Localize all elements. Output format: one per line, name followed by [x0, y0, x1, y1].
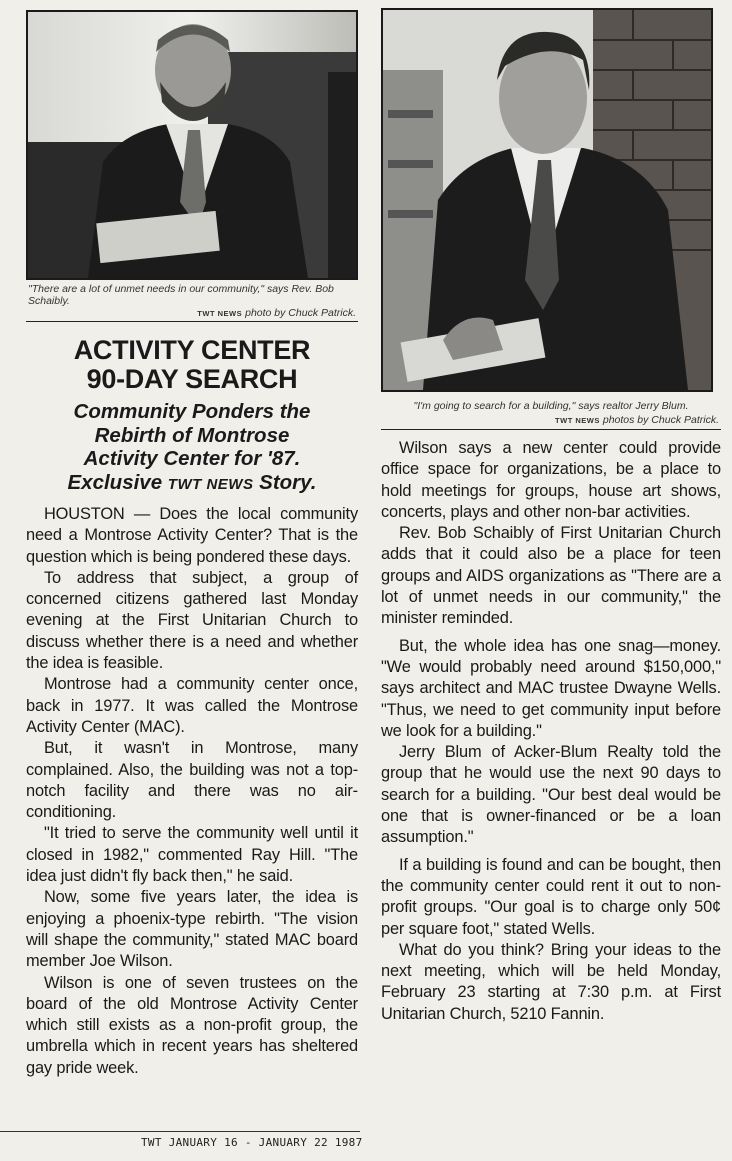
deck-story: Story.: [259, 470, 317, 494]
deck-line-3: Activity Center for '87.: [83, 447, 301, 470]
left-body-text: [26, 504, 358, 1079]
credit-org: TWT NEWS: [555, 416, 600, 425]
credit-text: photo by Chuck Patrick.: [245, 307, 356, 319]
article-deck: [26, 400, 358, 496]
paragraph: But, it wasn't in Montrose, many complained. Also, the building was not a top-notch facility and there was no air-conditioning.: [26, 739, 358, 822]
right-divider: [381, 429, 721, 430]
paragraph: Wilson is one of seven trustees on the board of the old Montrose Activity Center which still exists as a non-profit group, the umbrella which in recent years has sheltered gay pride week.: [26, 973, 358, 1077]
paragraph: But, the whole idea has one snag—money. "We would probably need around $150,000," says architect and MAC trustee Dwayne Wells. "Thus, we need to get community input before we look for a building.": [381, 636, 721, 740]
paragraph: Now, some five years later, the idea is enjoying a phoenix-type rebirth. "The vision will shape the community," stated MAC board member Joe Wilson.: [26, 888, 358, 971]
issue-date-footer: TWT JANUARY 16 - JANUARY 22 1987: [141, 1136, 363, 1149]
deck-exclusive: Exclusive: [67, 470, 163, 494]
article-headline: [26, 336, 358, 394]
photo-rev-bob-schaibly-image: [28, 12, 356, 278]
left-photo-caption: "There are a lot of unmet needs in our community," says Rev. Bob Schaibly.: [28, 283, 334, 307]
deck-line-1: Community Ponders the: [73, 400, 311, 423]
credit-org: TWT NEWS: [197, 309, 243, 318]
paragraph: "It tried to serve the community well until it closed in 1982," commented Ray Hill. "The idea just didn't fly back then," he said.: [26, 824, 358, 886]
paragraph: To address that subject, a group of concerned citizens gathered last Monday evening at the First Unitarian Church to discuss whether there is a need and whether the idea is feasible.: [26, 568, 358, 673]
paragraph: HOUSTON — Does the local community need a Montrose Activity Center? That is the question which is being pondered these days.: [26, 505, 358, 566]
photo-jerry-blum: [381, 8, 713, 392]
right-column: [381, 8, 721, 1025]
footer-rule: [0, 1131, 360, 1132]
credit-text: photos by Chuck Patrick.: [602, 414, 719, 426]
deck-org: TWT NEWS: [167, 475, 254, 493]
headline-line-1: ACTIVITY CENTER: [73, 335, 311, 365]
paragraph: If a building is found and can be bought, then the community center could rent it out to non-profit groups. "Our goal is to charge only 50¢ per square foot," stated Wells.: [381, 855, 721, 938]
paragraph: What do you think? Bring your ideas to the next meeting, which will be held Monday, February 23 starting at 7:30 p.m. at First Unitarian Church, 5210 Fannin.: [381, 940, 721, 1023]
right-photo-caption: "I'm going to search for a building," says realtor Jerry Blum.: [413, 400, 689, 412]
paragraph: Montrose had a community center once, back in 1977. It was called the Montrose Activity Center (MAC).: [26, 675, 358, 736]
photo-rev-bob-schaibly: [26, 10, 358, 280]
deck-line-2: Rebirth of Montrose: [94, 423, 290, 447]
right-body-text: [381, 438, 721, 1025]
paragraph: Rev. Bob Schaibly of First Unitarian Church adds that it could also be a place for teen groups and AIDS organizations as "There are a lot of unmet needs in our community," the minister reminded.: [381, 524, 721, 628]
headline-line-2: 90-DAY SEARCH: [86, 364, 298, 394]
right-photo-credit: [381, 414, 721, 426]
left-photo-credit: [26, 307, 358, 319]
left-column: [26, 10, 358, 1079]
deck-line-4: [26, 471, 358, 497]
photo-jerry-blum-image: [383, 10, 711, 390]
paragraph: Jerry Blum of Acker-Blum Realty told the group that he would use the next 90 days to search for a building. "Our best deal would be one that is owner-financed or be a loan assumption.": [381, 743, 721, 847]
paragraph: Wilson says a new center could provide office space for organizations, be a place to hold meetings for groups, house art shows, concerts, plays and other non-bar activities.: [381, 439, 721, 521]
left-divider: [26, 321, 358, 322]
